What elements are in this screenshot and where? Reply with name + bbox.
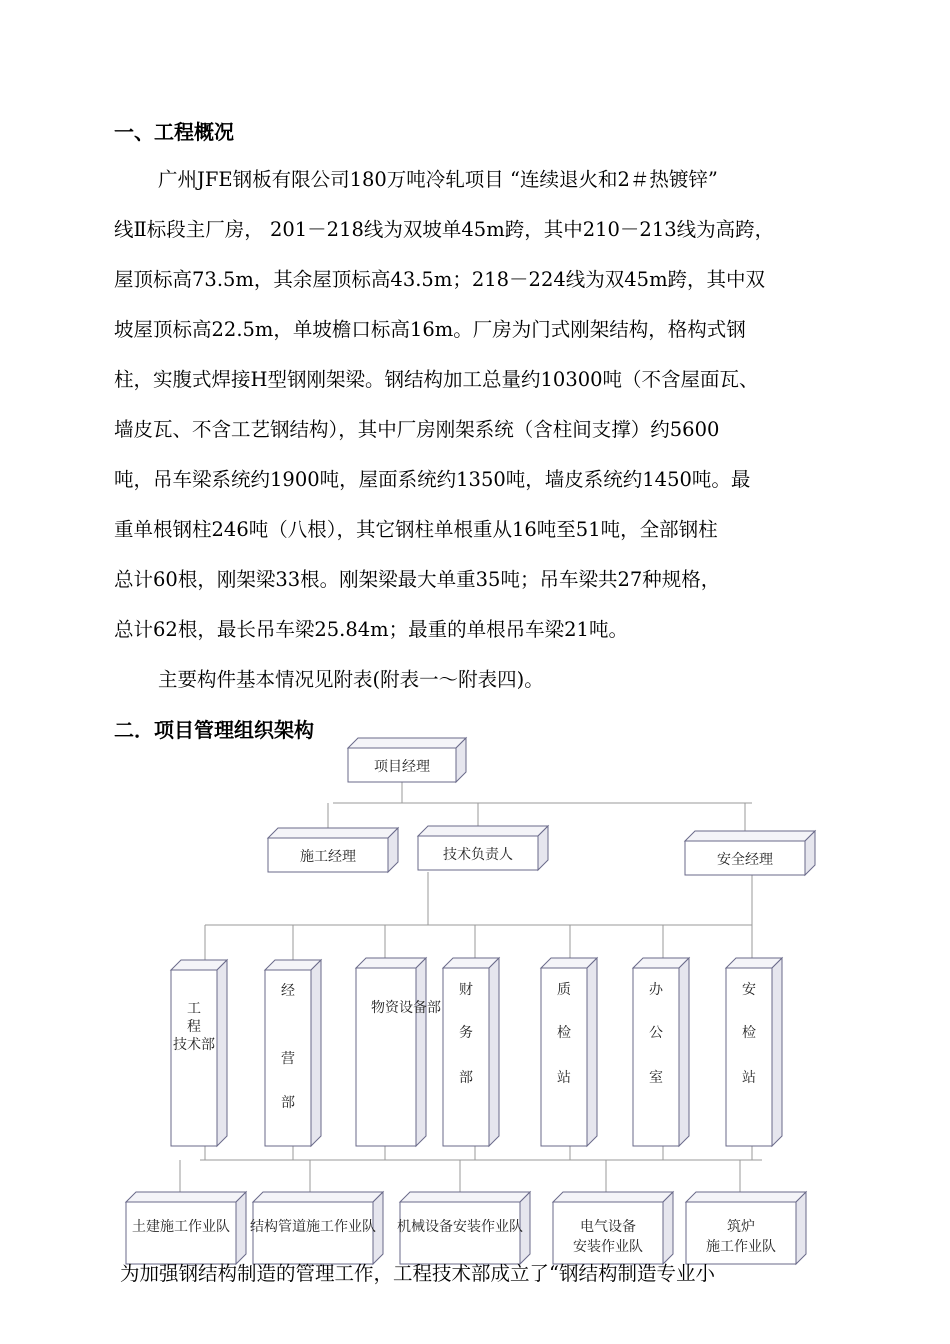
org-box-label: 质: [557, 982, 571, 998]
org-box-label: 结构管道施工作业队: [250, 1219, 376, 1235]
org-box-level2: [418, 826, 548, 870]
org-box-department: [726, 958, 782, 1146]
org-box-label: 技术部: [173, 1037, 215, 1053]
org-box-department: [541, 958, 597, 1146]
org-box-label: 技术负责人: [443, 847, 513, 863]
org-box-label: 务: [459, 1025, 473, 1041]
paragraph-line: 坡屋顶标高22.5m，单坡檐口标高16m。厂房为门式刚架结构，格构式钢: [114, 318, 746, 341]
org-box-department: [171, 960, 227, 1146]
org-box-team: [126, 1192, 246, 1264]
org-box-top: [348, 738, 466, 782]
org-box-label: 检: [557, 1025, 571, 1041]
org-box-label: 项目经理: [374, 759, 430, 775]
org-box-label: 程: [187, 1019, 201, 1035]
org-box-label: 筑炉: [727, 1219, 755, 1235]
org-box-label: 安装作业队: [573, 1239, 643, 1255]
org-box-department: [633, 958, 689, 1146]
org-box-label: 施工经理: [300, 849, 356, 865]
org-box-team: [250, 1192, 383, 1264]
org-box-label: 电气设备: [580, 1219, 636, 1235]
closing-line: 为加强钢结构制造的管理工作，工程技术部成立了“钢结构制造专业小: [120, 1262, 715, 1285]
org-box-label: 公: [649, 1025, 663, 1041]
org-box-team: [397, 1192, 530, 1264]
org-box-level2: [685, 831, 815, 875]
org-box-label: 站: [742, 1070, 756, 1086]
paragraph-line: 线Ⅱ标段主厂房， 201－218线为双坡单45m跨，其中210－213线为高跨，: [114, 218, 775, 241]
org-box-label: 土建施工作业队: [132, 1219, 230, 1235]
paragraph-line: 墙皮瓦、不含工艺钢结构），其中厂房刚架系统（含柱间支撑）约5600: [114, 418, 720, 441]
org-box-label: 部: [459, 1070, 473, 1086]
org-box-label: 站: [557, 1070, 571, 1086]
section1-heading: 一、工程概况: [114, 120, 234, 144]
org-box-level2: [268, 828, 398, 872]
org-box-label: 工: [187, 1001, 201, 1017]
org-box-label: 机械设备安装作业队: [397, 1219, 523, 1235]
org-box-department: [443, 958, 499, 1146]
org-box-label: 室: [649, 1070, 663, 1086]
org-box-team: [553, 1192, 673, 1264]
org-box-department: [356, 958, 441, 1146]
paragraph-line: 总计60根，刚架梁33根。刚架梁最大单重35吨；吊车梁共27种规格，: [114, 568, 721, 591]
org-box-label: 财: [459, 982, 473, 998]
org-box-label: 经: [281, 983, 295, 999]
org-box-department: [265, 960, 321, 1146]
org-box-label: 物资设备部: [371, 1000, 441, 1016]
paragraph-line: 柱，实腹式焊接H型钢刚架梁。钢结构加工总量约10300吨（不含屋面瓦、: [114, 368, 759, 391]
paragraph-line: 总计62根，最长吊车梁25.84m；最重的单根吊车梁21吨。: [114, 618, 628, 641]
appendix-note: 主要构件基本情况见附表(附表一～附表四)。: [158, 668, 544, 691]
org-box-label: 安: [742, 982, 756, 998]
paragraph-line: 吨，吊车梁系统约1900吨，屋面系统约1350吨，墙皮系统约1450吨。最: [114, 468, 751, 491]
paragraph-line: 重单根钢柱246吨（八根），其它钢柱单根重从16吨至51吨，全部钢柱: [114, 518, 718, 541]
org-box-label: 施工作业队: [706, 1239, 776, 1255]
paragraph-line: 屋顶标高73.5m，其余屋顶标高43.5m；218－224线为双45m跨，其中双: [114, 268, 766, 291]
paragraph-line: 广州JFE钢板有限公司180万吨冷轧项目 “连续退火和2＃热镀锌”: [158, 168, 718, 191]
org-box-label: 部: [281, 1095, 295, 1111]
org-box-label: 办: [649, 982, 663, 998]
org-box-label: 安全经理: [717, 852, 773, 868]
section2-heading: 二．项目管理组织架构: [114, 718, 314, 742]
org-box-team: [686, 1192, 806, 1264]
org-box-label: 营: [281, 1051, 295, 1067]
org-box-label: 检: [742, 1025, 756, 1041]
